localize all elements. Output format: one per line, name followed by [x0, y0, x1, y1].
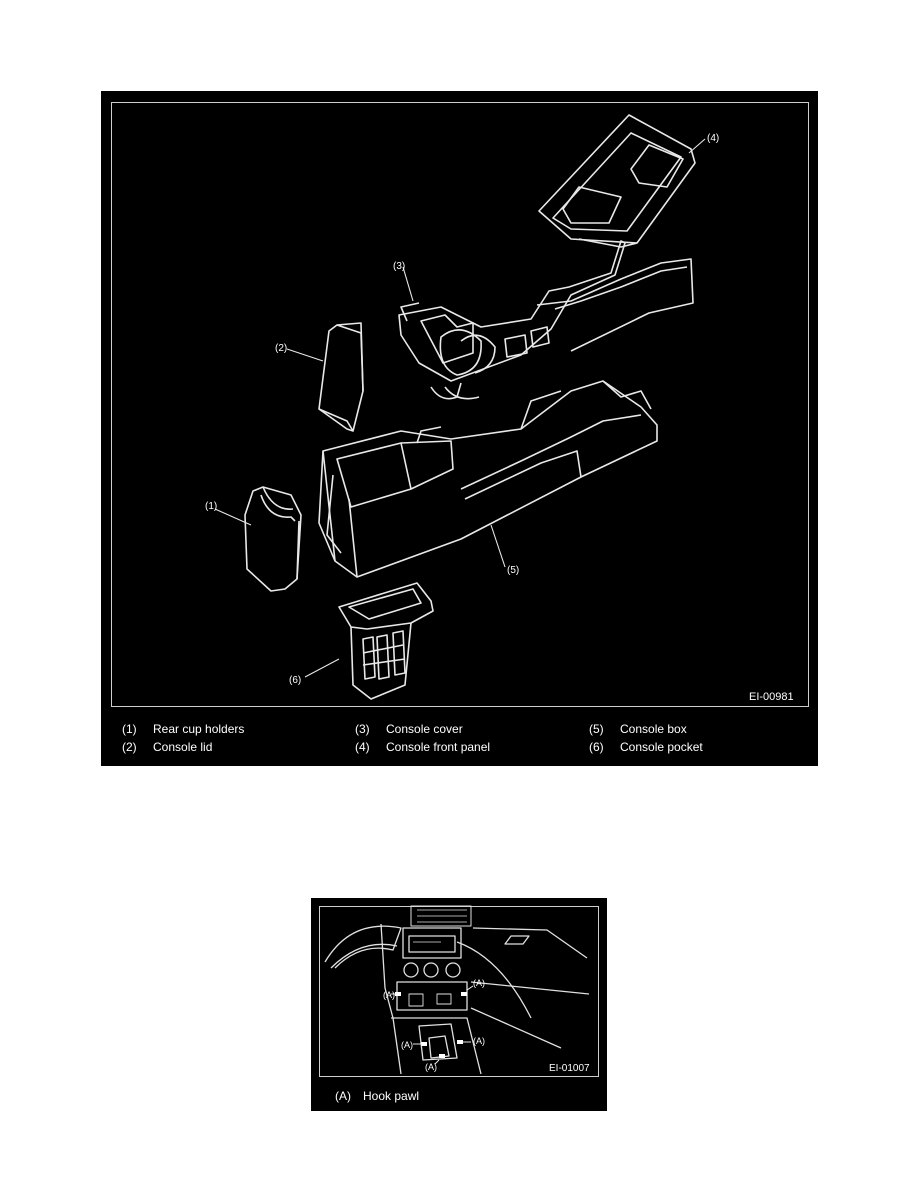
callout-2: (2) — [275, 343, 288, 354]
callout-a: (A) — [383, 990, 395, 1000]
legend-num: (2) — [122, 740, 137, 754]
figure-code: EI-00981 — [749, 691, 794, 703]
hook-pawl-figure — [311, 898, 607, 1111]
legend-text: Console box — [620, 722, 687, 736]
legend-num: (4) — [355, 740, 370, 754]
legend-text: Console front panel — [386, 740, 491, 754]
legend-num: (1) — [122, 722, 137, 736]
legend-num: (A) — [335, 1089, 351, 1103]
legend-text: Console lid — [153, 740, 213, 754]
callout-a: (A) — [473, 1036, 485, 1046]
legend-text: Hook pawl — [363, 1089, 420, 1103]
figure-legend — [101, 91, 818, 766]
callout-1: (1) — [205, 501, 218, 512]
legend-text: Rear cup holders — [153, 722, 245, 736]
callout-5: (5) — [507, 565, 520, 576]
legend-num: (3) — [355, 722, 370, 736]
figure-legend — [311, 898, 607, 1111]
callout-a: (A) — [425, 1062, 437, 1072]
callout-4: (4) — [707, 133, 720, 144]
legend-num: (5) — [589, 722, 604, 736]
legend-num: (6) — [589, 740, 604, 754]
figure-code: EI-01007 — [549, 1063, 590, 1074]
callout-6: (6) — [289, 675, 302, 686]
callout-a: (A) — [401, 1040, 413, 1050]
legend-text: Console pocket — [620, 740, 703, 754]
console-exploded-figure — [101, 91, 818, 766]
callout-3: (3) — [393, 261, 406, 272]
callout-a: (A) — [473, 978, 485, 988]
legend-text: Console cover — [386, 722, 463, 736]
